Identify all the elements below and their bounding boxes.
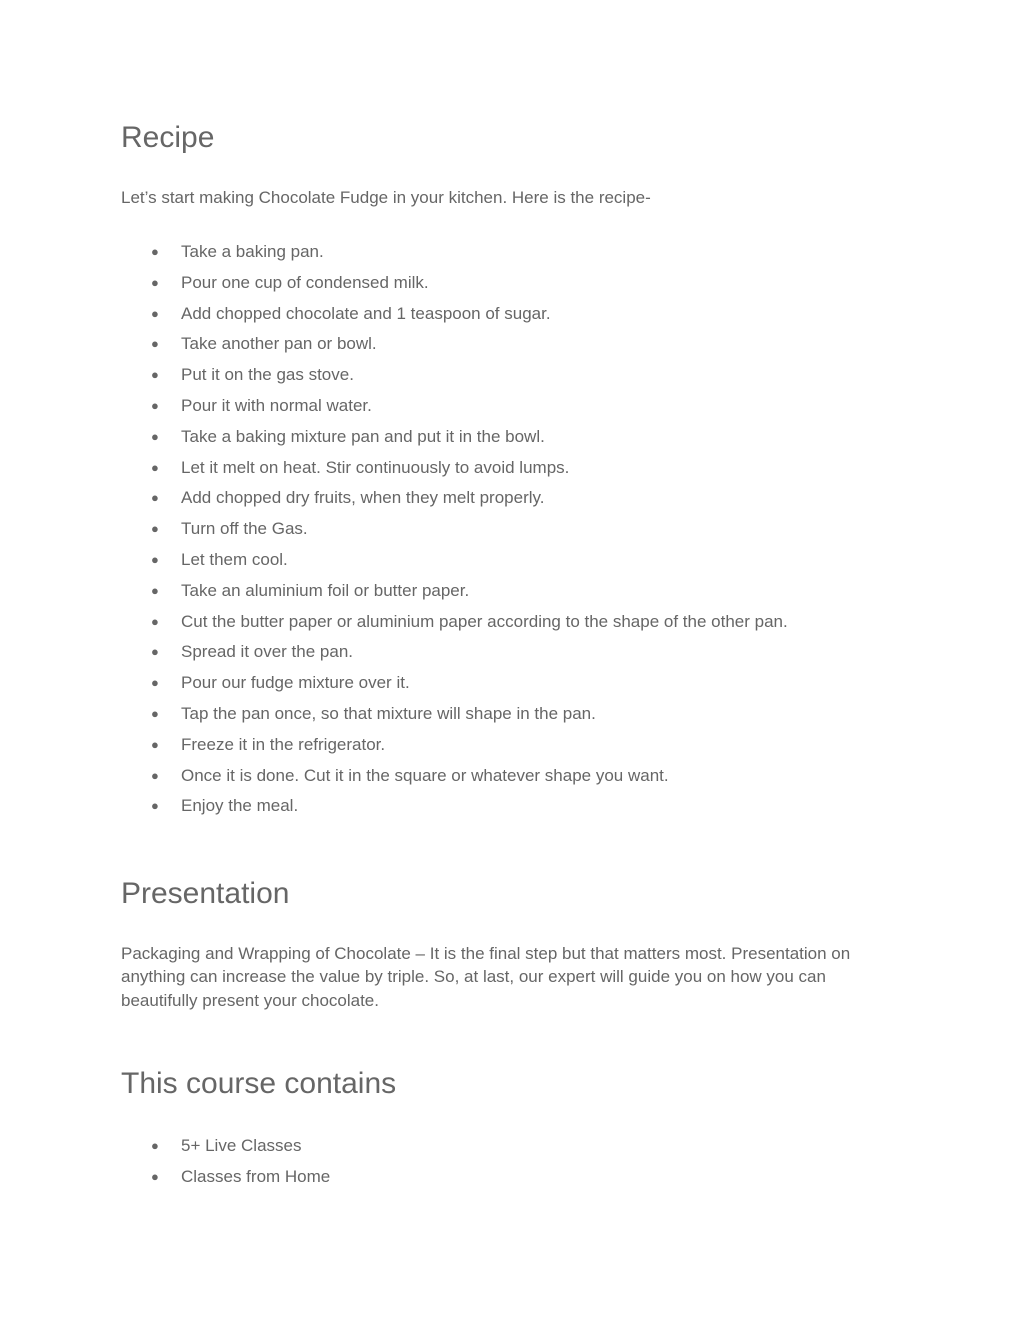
bullet-icon: ● xyxy=(151,367,159,383)
list-item-text: Pour our fudge mixture over it. xyxy=(181,673,410,693)
list-item-text: Turn off the Gas. xyxy=(181,519,308,539)
bullet-icon: ● xyxy=(151,675,159,691)
bullet-icon: ● xyxy=(151,274,159,290)
list-item-text: Pour it with normal water. xyxy=(181,395,372,415)
bullet-icon: ● xyxy=(151,582,159,598)
bullet-icon: ● xyxy=(151,336,159,352)
bullet-icon: ● xyxy=(151,428,159,444)
list-item xyxy=(121,607,901,638)
list-item-text: Put it on the gas stove. xyxy=(181,365,354,385)
list-item xyxy=(121,329,901,360)
list-item xyxy=(121,391,901,422)
list-item-text: Spread it over the pan. xyxy=(181,642,354,662)
list-item xyxy=(121,1131,901,1162)
bullet-icon: ● xyxy=(151,644,159,660)
list-item-text: Take a baking mixture pan and put it in the bowl. xyxy=(181,426,545,446)
bullet-icon: ● xyxy=(151,244,159,259)
list-item-text: Pour one cup of condensed milk. xyxy=(181,272,429,292)
list-item-text: Once it is done. Cut it in the square or whatever shape you want. xyxy=(181,765,669,785)
list-item xyxy=(121,237,901,268)
bullet-icon: ● xyxy=(151,798,159,814)
list-item-text: Add chopped dry fruits, when they melt properly. xyxy=(181,488,545,508)
list-item xyxy=(121,730,901,761)
bullet-icon: ● xyxy=(151,1168,159,1184)
list-item-text: Freeze it in the refrigerator. xyxy=(181,734,386,754)
list-item-text: Classes from Home xyxy=(181,1166,331,1186)
course-contents-heading: This course contains xyxy=(121,1067,397,1100)
bullet-icon: ● xyxy=(151,736,159,752)
list-item xyxy=(121,699,901,730)
list-item xyxy=(121,791,901,822)
bullet-icon: ● xyxy=(151,551,159,567)
bullet-icon: ● xyxy=(151,459,159,475)
list-item-text: Take an aluminium foil or butter paper. xyxy=(181,580,470,600)
list-item xyxy=(121,1162,901,1193)
list-item xyxy=(121,576,901,607)
presentation-paragraph: Packaging and Wrapping of Chocolate – It is the final step but that matters most. Presentation on anything can increase the value by triple. So, at last, our expert will guide you on how you can beautifully present your chocolate. xyxy=(121,944,851,1010)
list-item xyxy=(121,299,901,330)
bullet-icon: ● xyxy=(151,521,159,537)
presentation-heading: Presentation xyxy=(121,877,290,910)
list-item-text: Tap the pan once, so that mixture will shape in the pan. xyxy=(181,703,596,723)
list-item-text: Let them cool. xyxy=(181,549,288,569)
list-item xyxy=(121,514,901,545)
list-item xyxy=(121,761,901,792)
recipe-heading: Recipe xyxy=(121,121,215,154)
list-item xyxy=(121,360,901,391)
bullet-icon: ● xyxy=(151,1138,159,1153)
list-item xyxy=(121,637,901,668)
list-item-text: Enjoy the meal. xyxy=(181,796,299,816)
recipe-intro: Let’s start making Chocolate Fudge in your kitchen. Here is the recipe- xyxy=(121,188,651,207)
bullet-icon: ● xyxy=(151,705,159,721)
list-item-text: 5+ Live Classes xyxy=(181,1136,302,1155)
bullet-icon: ● xyxy=(151,397,159,413)
list-item-text: Cut the butter paper or aluminium paper according to the shape of the other pan. xyxy=(181,611,788,631)
bullet-icon: ● xyxy=(151,613,159,629)
list-item-text: Let it melt on heat. Stir continuously to avoid lumps. xyxy=(181,457,570,477)
list-item-text: Take another pan or bowl. xyxy=(181,334,377,354)
list-item xyxy=(121,668,901,699)
list-item xyxy=(121,268,901,299)
bullet-icon: ● xyxy=(151,767,159,783)
list-item xyxy=(121,422,901,453)
bullet-icon: ● xyxy=(151,490,159,506)
bullet-icon: ● xyxy=(151,305,159,321)
list-item xyxy=(121,483,901,514)
list-item-text: Add chopped chocolate and 1 teaspoon of sugar. xyxy=(181,303,551,323)
course-contents-list xyxy=(121,1131,901,1193)
recipe-steps-list xyxy=(121,237,901,822)
list-item-text: Take a baking pan. xyxy=(181,242,324,261)
list-item xyxy=(121,545,901,576)
list-item xyxy=(121,453,901,484)
